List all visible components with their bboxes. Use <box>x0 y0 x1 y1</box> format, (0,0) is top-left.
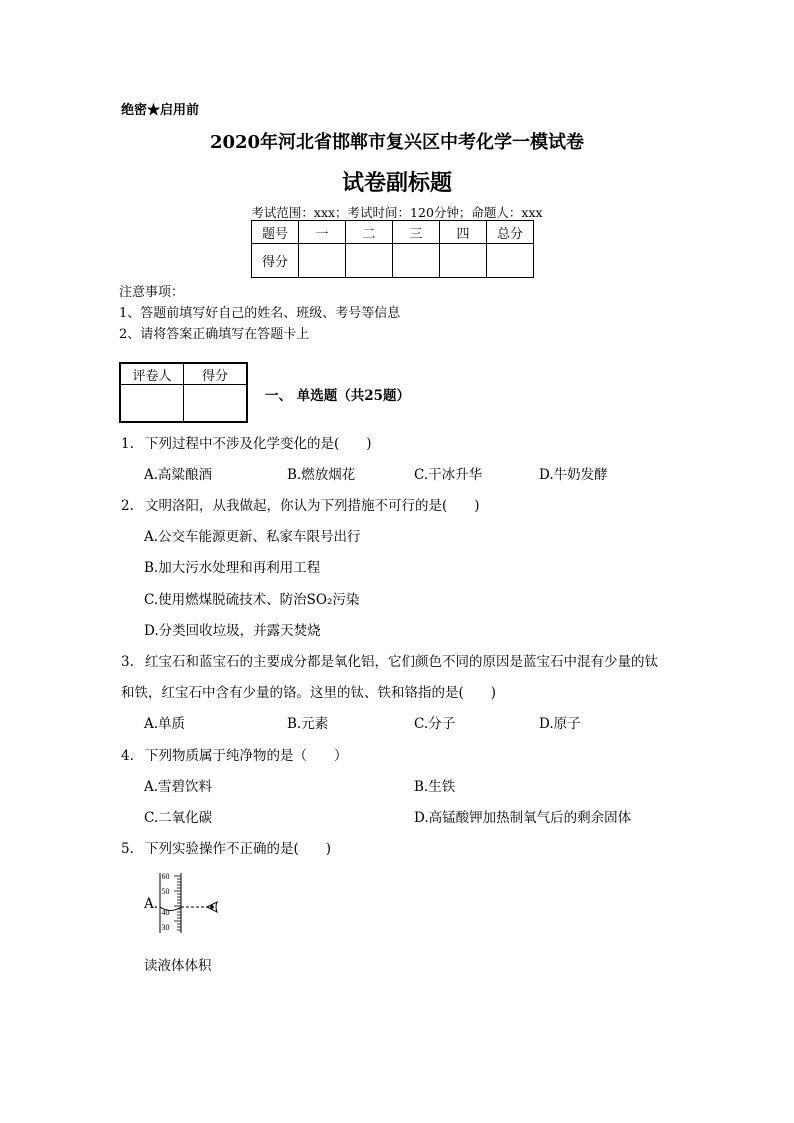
question-2 <box>121 494 480 514</box>
exam-title: 2020年河北省邯郸市复兴区中考化学一模试卷 <box>209 132 585 153</box>
question-1 <box>121 432 372 452</box>
eye-icon <box>207 902 217 912</box>
graduated-cylinder-diagram <box>155 870 225 936</box>
question-number: 1. <box>121 436 134 452</box>
notes <box>119 282 400 345</box>
section-title: 一、 单选题（共25题） <box>265 388 410 404</box>
exam-info: 考试范围：xxx；考试时间：120分钟；命题人：xxx <box>251 205 543 220</box>
option: A.公交车能源更新、私家车限号出行 <box>144 529 361 545</box>
option: D.原子 <box>539 716 581 732</box>
question-5 <box>121 837 331 857</box>
grader-cell <box>184 385 248 423</box>
notes-item: 2、请将答案正确填写在答题卡上 <box>119 327 310 342</box>
option: D.牛奶发酵 <box>539 467 608 483</box>
cylinder-ticks <box>174 876 181 930</box>
question-text: 下列过程中不涉及化学变化的是( ) <box>145 436 372 452</box>
grader-table <box>119 362 248 423</box>
option: A.单质 <box>144 716 186 732</box>
notes-title: 注意事项： <box>119 285 185 300</box>
option: D.高锰酸钾加热制氧气后的剩余固体 <box>414 810 632 826</box>
score-cell <box>346 244 393 278</box>
exam-subtitle: 试卷副标题 <box>341 170 452 196</box>
option: C.使用燃煤脱硫技术、防治SO₂污染 <box>144 592 360 608</box>
question-number: 3. <box>121 654 134 670</box>
question-text: 红宝石和蓝宝石的主要成分都是氧化铝，它们颜色不同的原因是蓝宝石中混有少量的钛 <box>145 654 658 670</box>
question-text: 下列实验操作不正确的是( ) <box>145 841 332 857</box>
tick-label: 60 <box>161 872 170 881</box>
question-3 <box>121 650 658 670</box>
question-text-continued: 和铁，红宝石中含有少量的铬。这里的钛、铁和铬指的是( ) <box>121 685 497 701</box>
score-header-cell: 三 <box>393 221 440 244</box>
option: B.元素 <box>287 716 329 732</box>
option: C.分子 <box>414 716 456 732</box>
score-header-cell: 一 <box>299 221 346 244</box>
question-4 <box>121 744 348 764</box>
option: C.二氧化碳 <box>144 810 213 826</box>
grader-header-cell: 评卷人 <box>120 363 184 385</box>
question-text: 文明洛阳，从我做起，你认为下列措施不可行的是( ) <box>145 498 480 514</box>
option: A.雪碧饮料 <box>144 779 213 795</box>
question-text: 下列物质属于纯净物的是（ ） <box>145 748 348 764</box>
score-cell <box>440 244 487 278</box>
confidential-label: 绝密★启用前 <box>121 103 200 118</box>
score-header-cell: 二 <box>346 221 393 244</box>
option: A.高粱酿酒 <box>144 467 213 483</box>
option: B.加大污水处理和再利用工程 <box>144 560 321 576</box>
tick-label: 30 <box>161 923 170 932</box>
grader-header-cell: 得分 <box>184 363 248 385</box>
tick-label: 40 <box>161 908 170 917</box>
grader-cell <box>120 385 184 423</box>
option-a-label: A. <box>144 896 159 912</box>
score-cell <box>487 244 534 278</box>
question-number: 2. <box>121 498 134 514</box>
score-cell <box>299 244 346 278</box>
score-header-cell: 题号 <box>252 221 299 244</box>
score-row-label: 得分 <box>252 244 299 278</box>
score-cell <box>393 244 440 278</box>
question-number: 4. <box>121 748 134 764</box>
option: D.分类回收垃圾，并露天焚烧 <box>144 623 321 639</box>
score-header-cell: 四 <box>440 221 487 244</box>
option: B.燃放烟花 <box>287 467 356 483</box>
notes-item: 1、答题前填写好自己的姓名、班级、考号等信息 <box>119 306 401 321</box>
diagram-caption: 读液体体积 <box>144 958 212 974</box>
option: C.干冰升华 <box>414 467 483 483</box>
tick-label: 50 <box>161 887 170 896</box>
question-number: 5. <box>121 841 134 857</box>
score-table <box>251 220 534 278</box>
option: B.生铁 <box>414 779 456 795</box>
score-header-cell: 总分 <box>487 221 534 244</box>
